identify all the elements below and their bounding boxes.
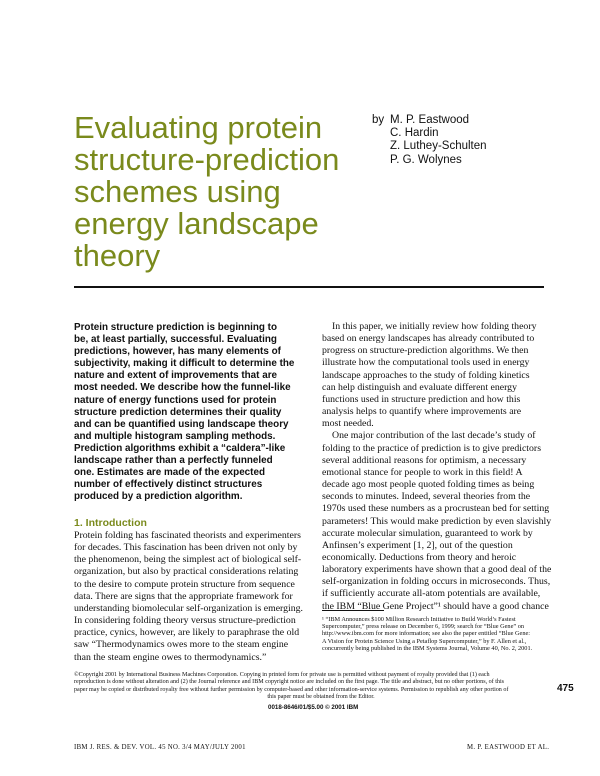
copyright-line: reproduction is done without alteration and (2) the Journal reference and IBM copyright notice are included on the first page. The title and abstract, but no other portions, of this [74, 679, 505, 686]
body-line: functions used in structure prediction and how this [322, 393, 521, 405]
title-line: theory [74, 238, 161, 273]
abstract [74, 322, 310, 503]
footnote-line: Supercomputer,” press release on December 6, 1999; search for “Blue Gene” on [322, 623, 525, 631]
title-line: Evaluating protein [74, 110, 323, 145]
copyright-notice [74, 672, 568, 701]
abstract-line: structure prediction determines their quality [74, 406, 282, 418]
body-line: data. There are signs that the appropriate framework for [74, 590, 293, 602]
abstract-line: Prediction algorithms exhibit a “caldera”-like [74, 442, 286, 454]
body-line: most needed. [322, 418, 374, 430]
abstract-line: subjectivity, making it difficult to determine the [74, 358, 295, 370]
body-line: Anfinsen’s experiment [1, 2], out of the question [322, 539, 513, 551]
body-line: One major contribution of the last decade’s study of [332, 430, 536, 442]
body-line: 1970s used these numbers as a procrustean bed for setting [322, 503, 550, 515]
abstract-line: predictions, however, has many elements of [74, 346, 281, 358]
footnote-line: http://www.ibm.com for more information; see also the paper entitled “Blue Gene: [322, 630, 531, 638]
body-line: to the desire to compute protein structure from sequence [74, 578, 295, 590]
body-line: decade ago most people quoted folding times as being [322, 479, 535, 491]
body-line: folding to the practice of prediction is to give predictors [322, 442, 542, 454]
footnote-line: concurrently being published in the IBM Systems Journal, Volume 40, No. 2, 2001. [322, 644, 533, 652]
article-title [74, 112, 374, 272]
body-line: seconds to minutes. Indeed, several theories from the [322, 491, 531, 503]
author-by-label: by [372, 114, 385, 126]
author-list [390, 114, 487, 167]
body-line: understanding biomolecular self-organization is emerging. [74, 602, 303, 614]
author-name: Z. Luthey-Schulten [390, 140, 487, 153]
body-line: In this paper, we initially review how folding theory [332, 321, 537, 332]
body-line: illustrate how the computational tools used in energy [322, 357, 530, 369]
body-line: analysis helps to quantify where improvements are [322, 406, 522, 418]
body-line: parameters! This would make prediction by even slavishly [322, 515, 552, 527]
title-line: schemes using [74, 174, 281, 209]
body-line: organization, but also by practical considerations relating [74, 566, 299, 578]
body-line: progress on structure-prediction algorithms. We then [322, 345, 529, 357]
introduction-text [74, 530, 314, 664]
journal-footer: IBM J. RES. & DEV. VOL. 45 NO. 3/4 MAY/JULY 2001 [74, 744, 246, 751]
body-line: economically. Deductions from theory and heroic [322, 551, 517, 563]
copyright-line: ©Copyright 2001 by International Business Machines Corporation. Copying in printed form for private use is permitted without payment of royalty provided that (1) each [74, 672, 490, 678]
body-line: based on energy landscapes has already contributed to [322, 333, 535, 345]
body-line: practice, cynics, however, are likely to paraphrase the old [74, 627, 300, 639]
title-line: energy landscape [74, 206, 319, 241]
body-line: if sufficiently accurate all-atom potentials are available, [322, 588, 541, 600]
right-column-text [322, 321, 554, 613]
body-line: laboratory experiments have shown that a good deal of the [322, 564, 552, 576]
author-name: C. Hardin [390, 127, 439, 140]
body-line: can help distinguish and evaluate different energy [322, 381, 517, 393]
footnote-line: A Vision for Protein Science Using a Petaflop Supercomputer,” by F. Allen et al., [322, 637, 527, 645]
abstract-line: nature and extent of improvements that are [74, 370, 278, 382]
abstract-line: produced by a prediction algorithm. [74, 491, 243, 503]
section-heading-introduction: 1. Introduction [74, 517, 147, 529]
footnote-line: ¹ “IBM Announces $100 Million Research Initiative to Build World’s Fastest [322, 616, 516, 623]
copyright-line: this paper must be obtained from the Editor. [267, 693, 375, 700]
title-divider [74, 286, 544, 288]
abstract-line: be, at least partially, successful. Evaluating [74, 334, 277, 346]
footnote [322, 616, 558, 652]
body-line: Protein folding has fascinated theorists and experimenters [74, 530, 301, 541]
page-number: 475 [557, 683, 574, 694]
body-line: landscape approaches to the study of folding kinetics [322, 369, 530, 381]
body-line: emotional stance for people to work in this field! A [322, 466, 523, 478]
abstract-line: most needed. We describe how the funnel-like [74, 382, 291, 394]
body-line: several additional reasons for optimism, a necessary [322, 454, 527, 466]
author-name: M. P. Eastwood [390, 114, 470, 126]
abstract-line: nature of energy functions used for protein [74, 394, 277, 406]
body-line: than the steam engine owes to thermodynamics.” [74, 651, 267, 663]
abstract-line: number of effectively distinct structures [74, 479, 263, 491]
body-line: In considering folding theory versus structure-prediction [74, 615, 296, 627]
body-line: for decades. This fascination has been driven not only by [74, 542, 298, 554]
document-id: 0018-8646/01/$5.00 © 2001 IBM [268, 704, 359, 711]
body-line: self-organization in folding occurs in microseconds. Thus, [322, 576, 551, 588]
body-line: the phenomenon, being the simplest act of biological self- [74, 554, 302, 566]
body-line: saw “Thermodynamics owes more to the steam engine [74, 639, 289, 651]
abstract-line: Protein structure prediction is beginning to [74, 322, 277, 333]
title-line: structure-prediction [74, 142, 340, 177]
abstract-line: and can be quantified using landscape theory [74, 418, 289, 430]
footnote-divider [322, 610, 384, 611]
abstract-line: one. Estimates are made of the expected [74, 467, 265, 479]
copyright-line: paper may be copied or distributed royalty free without further permission by computer-based and other information-service systems. Permission to republish any other portion of [74, 686, 509, 693]
abstract-line: and multiple histogram sampling methods. [74, 430, 276, 442]
body-line: accurate molecular simulation, guaranteed to work by [322, 527, 533, 539]
body-line: the IBM “Blue Gene Project”¹ should have a good chance [322, 600, 549, 612]
author-name: P. G. Wolynes [390, 153, 462, 166]
abstract-line: landscape rather than a perfectly funneled [74, 455, 273, 467]
author-footer: M. P. EASTWOOD ET AL. [467, 744, 550, 751]
